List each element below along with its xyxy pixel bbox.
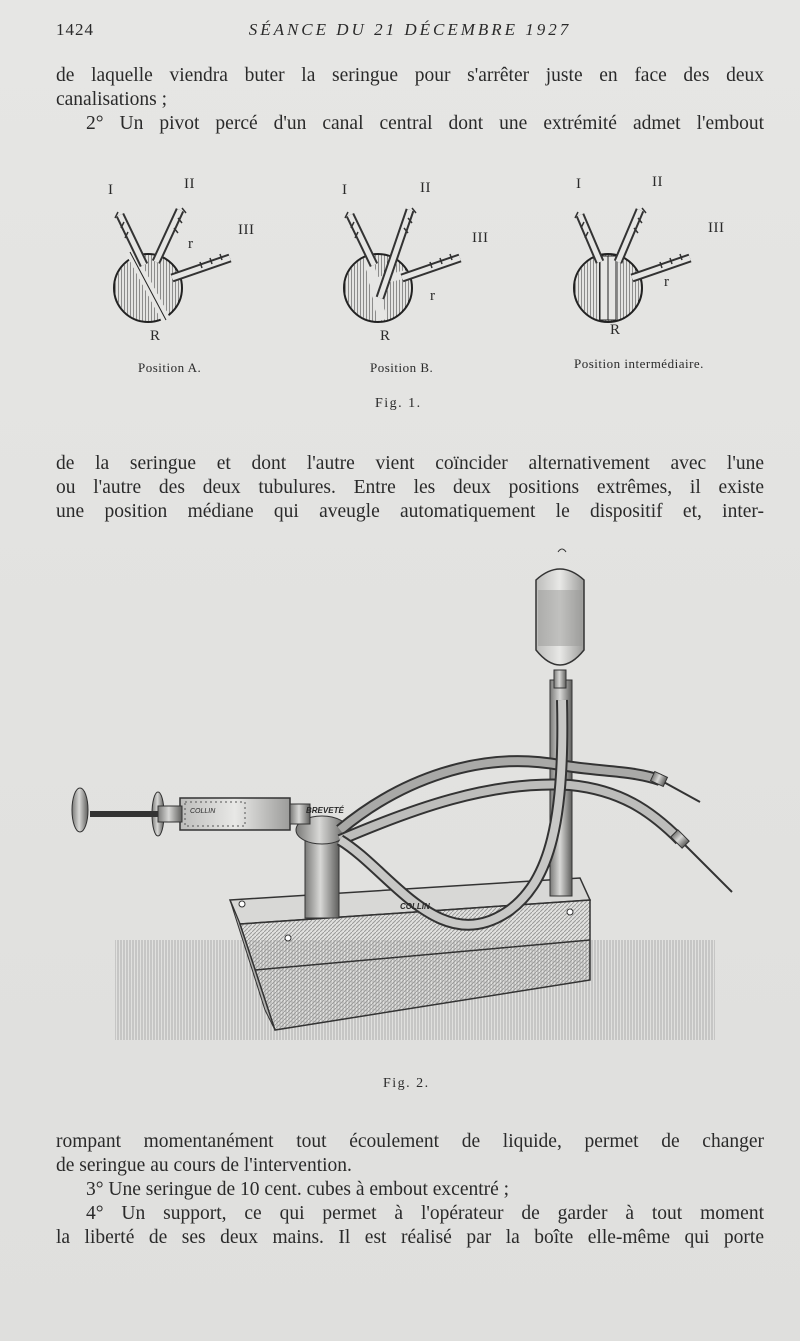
figure-1 (100, 170, 740, 380)
caption-position-intermediate: Position intermédiaire. (574, 356, 704, 371)
text-line: de seringue au cours de l'intervention. (56, 1155, 352, 1176)
block-engraving: BREVETÉ (306, 806, 344, 815)
label-ii: II (184, 176, 195, 192)
text-line: une position médiane qui aveugle automatiquement le dispositif et, inter- (56, 501, 764, 522)
label-iii: III (238, 222, 255, 238)
running-title: SÉANCE DU 21 DÉCEMBRE 1927 (248, 20, 572, 39)
text-line: de la seringue et dont l'autre vient coïncider alternativement avec l'une (56, 453, 764, 474)
valve-diagram-position-b (330, 170, 500, 350)
label-big-r: R (150, 328, 161, 344)
page-header (56, 20, 764, 46)
paragraph-top (56, 64, 764, 136)
label-big-r: R (610, 322, 621, 338)
text-line: de laquelle viendra buter la seringue pour s'arrêter juste en face des deux (56, 65, 764, 86)
text-line: 3° Une seringue de 10 cent. cubes à embout excentré ; (86, 1179, 510, 1200)
label-r: r (188, 236, 194, 252)
label-ii: II (652, 174, 663, 190)
figure-1-label: Fig. 1. (375, 396, 422, 411)
valve-diagram-position-intermediate (560, 170, 730, 350)
label-i: I (576, 176, 582, 192)
text-line: 4° Un support, ce qui permet à l'opérateur de garder à tout moment (86, 1203, 764, 1224)
apparatus-engraving (60, 540, 750, 1050)
label-ii: II (420, 180, 431, 196)
text-line: rompant momentanément tout écoulement de liquide, permet de changer (56, 1131, 764, 1152)
label-iii: III (472, 230, 489, 246)
base-engraving: COLLIN (400, 902, 430, 911)
text-line: la liberté de ses deux mains. Il est réalisé par la boîte elle-même qui porte (56, 1227, 764, 1248)
caption-position-a: Position A. (138, 360, 202, 375)
page-number: 1424 (56, 20, 94, 39)
valve-drawing (330, 170, 500, 350)
text-line: 2° Un pivot percé d'un canal central dont une extrémité admet l'embout (86, 113, 764, 134)
valve-diagram-position-a (100, 170, 270, 350)
valve-drawing (100, 170, 270, 350)
label-i: I (108, 182, 114, 198)
label-iii: III (708, 220, 725, 236)
valve-drawing (560, 170, 730, 350)
caption-position-b: Position B. (370, 360, 434, 375)
figure-2-label: Fig. 2. (383, 1076, 430, 1091)
paragraph-bottom (56, 1130, 764, 1250)
text-line: ou l'autre des deux tubulures. Entre les deux positions extrêmes, il existe (56, 477, 764, 498)
figure-2 (60, 540, 750, 1050)
syringe-engraving: COLLIN (190, 808, 216, 815)
label-i: I (342, 182, 348, 198)
label-r: r (430, 288, 436, 304)
label-big-r: R (380, 328, 391, 344)
text-line: canalisations ; (56, 89, 168, 110)
label-r: r (664, 274, 670, 290)
paragraph-middle (56, 452, 764, 524)
